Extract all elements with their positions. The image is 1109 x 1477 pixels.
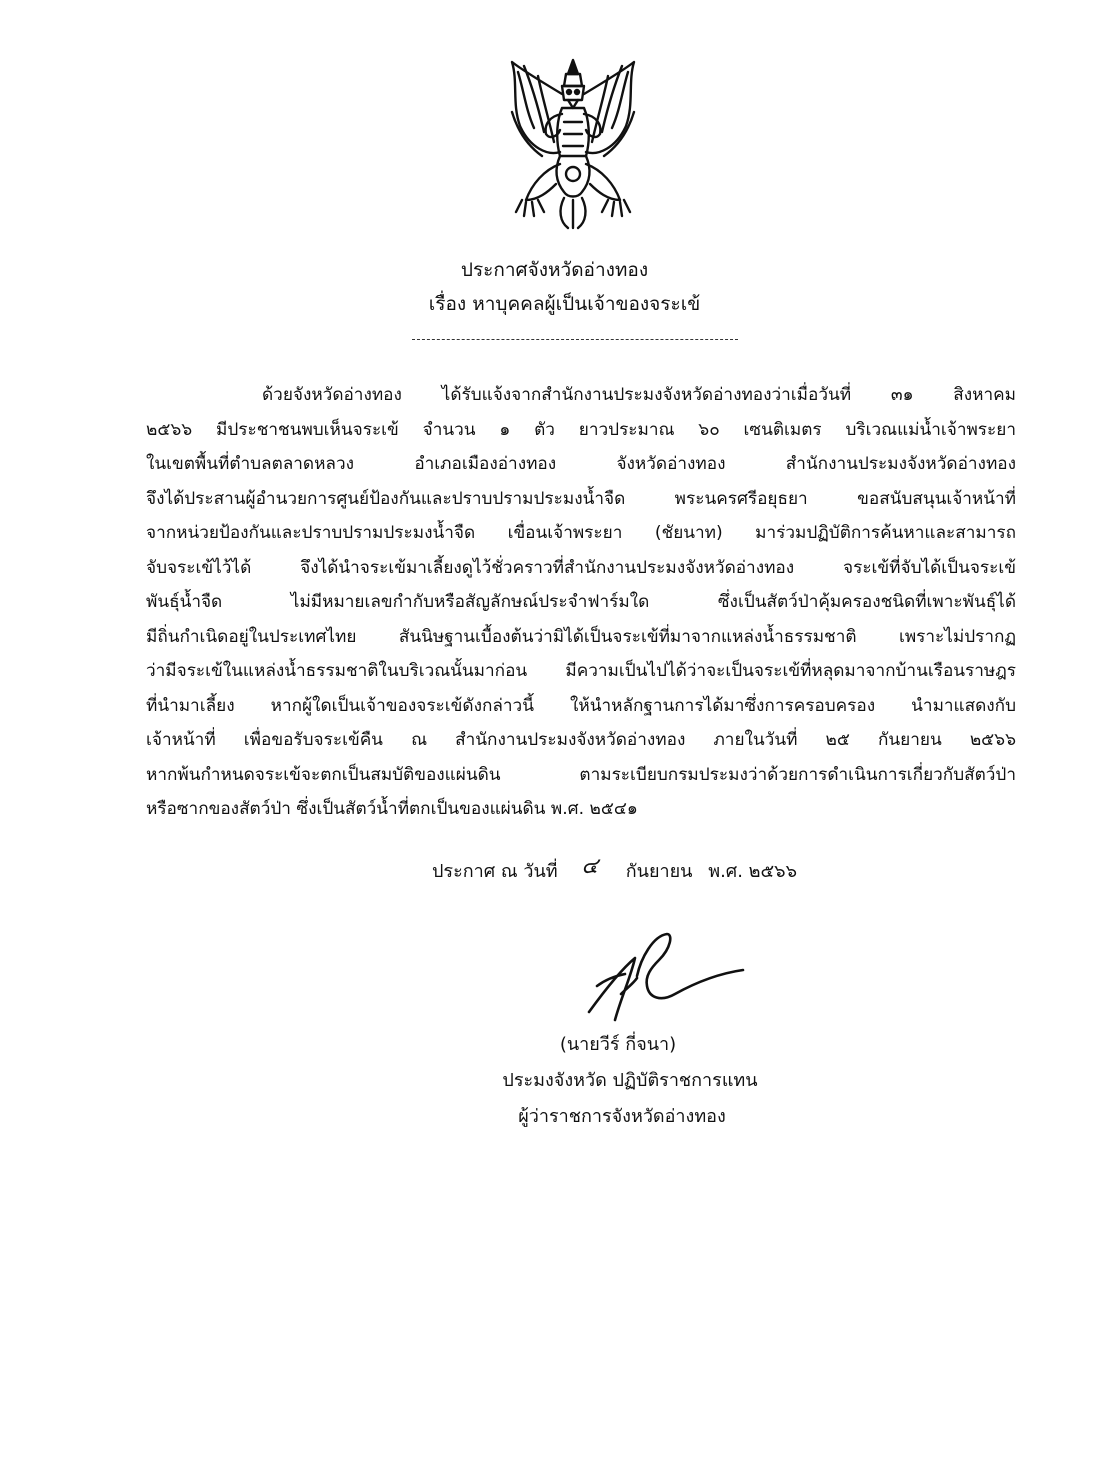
signer-name: (นายวีร์ กี่จนา) — [559, 1034, 677, 1055]
signer-position: ประมงจังหวัด ปฏิบัติราชการแทน — [502, 1070, 758, 1091]
announcement-date — [432, 856, 797, 887]
date-year: พ.ศ. ๒๕๖๖ — [708, 861, 797, 882]
handwritten-signature — [575, 928, 755, 1028]
announcement-subject: เรื่อง หาบุคคลผู้เป็นเจ้าของจระเข้ — [428, 293, 701, 315]
body-line: ๒๕๖๖ มีประชาชนพบเห็นจระเข้ จำนวน ๑ ตัว ยาวประมาณ ๖๐ เซนติเมตร บริเวณแม่น้ำเจ้าพระยา — [146, 419, 1016, 440]
date-prefix: ประกาศ ณ วันที่ — [432, 861, 558, 882]
body-line: หากพ้นกำหนดจระเข้จะตกเป็นสมบัติของแผ่นดิน ตามระเบียบกรมประมงว่าด้วยการดำเนินการเกี่ยวกับสัตว์ป่า — [146, 764, 1016, 785]
body-line: มีถิ่นกำเนิดอยู่ในประเทศไทย สันนิษฐานเบื้องต้นว่ามิได้เป็นจระเข้ที่มาจากแหล่งน้ำธรรมชาติ เพราะไม่ปรากฏ — [146, 626, 1016, 647]
date-day-handwritten: ๔ — [581, 854, 599, 879]
body-line: ด้วยจังหวัดอ่างทอง ได้รับแจ้งจากสำนักงานประมงจังหวัดอ่างทองว่าเมื่อวันที่ ๓๑ สิงหาคม — [262, 385, 1016, 405]
dashed-divider — [412, 339, 738, 340]
garuda-emblem — [498, 52, 648, 232]
body-line: จากหน่วยป้องกันและปราบปรามประมงน้ำจืด เขื่อนเจ้าพระยา (ชัยนาท) มาร่วมปฏิบัติการค้นหาและสามารถ — [146, 523, 1016, 543]
body-line: ที่นำมาเลี้ยง หากผู้ใดเป็นเจ้าของจระเข้ดังกล่าวนี้ ให้นำหลักฐานการได้มาซึ่งการครอบครอง นำมาแสดงกับ — [146, 695, 1016, 716]
body-line: ว่ามีจระเข้ในแหล่งน้ำธรรมชาติในบริเวณนั้นมาก่อน มีความเป็นไปได้ว่าจะเป็นจระเข้ที่หลุดมาจากบ้านเรือนราษฎร — [146, 661, 1016, 681]
body-line: จึงได้ประสานผู้อำนวยการศูนย์ป้องกันและปราบปรามประมงน้ำจืด พระนครศรีอยุธยา ขอสนับสนุนเจ้าหน้าที่ — [146, 488, 1016, 509]
signer-position-governor: ผู้ว่าราชการจังหวัดอ่างทอง — [518, 1106, 726, 1127]
date-month: กันยายน — [625, 861, 693, 882]
announcement-body — [146, 378, 1016, 827]
body-line: จับจระเข้ไว้ได้ จึงได้นำจระเข้มาเลี้ยงดูไว้ชั่วคราวที่สำนักงานประมงจังหวัดอ่างทอง จระเข้ที่จับได้เป็นจระเข้ — [146, 557, 1016, 578]
body-line: ในเขตพื้นที่ตำบลตลาดหลวง อำเภอเมืองอ่างทอง จังหวัดอ่างทอง สำนักงานประมงจังหวัดอ่างทอง — [146, 454, 1016, 474]
body-line: พันธุ์น้ำจืด ไม่มีหมายเลขกำกับหรือสัญลักษณ์ประจำฟาร์มใด ซึ่งเป็นสัตว์ป่าคุ้มครองชนิดที่เพาะพันธุ์ได้ — [146, 592, 1016, 612]
body-line: เจ้าหน้าที่ เพื่อขอรับจระเข้คืน ณ สำนักงานประมงจังหวัดอ่างทอง ภายในวันที่ ๒๕ กันยายน ๒๕๖๖ — [146, 730, 1016, 750]
body-line: หรือซากของสัตว์ป่า ซึ่งเป็นสัตว์น้ำที่ตกเป็นของแผ่นดิน พ.ศ. ๒๕๔๑ — [146, 799, 638, 819]
announcement-title: ประกาศจังหวัดอ่างทอง — [460, 259, 649, 281]
